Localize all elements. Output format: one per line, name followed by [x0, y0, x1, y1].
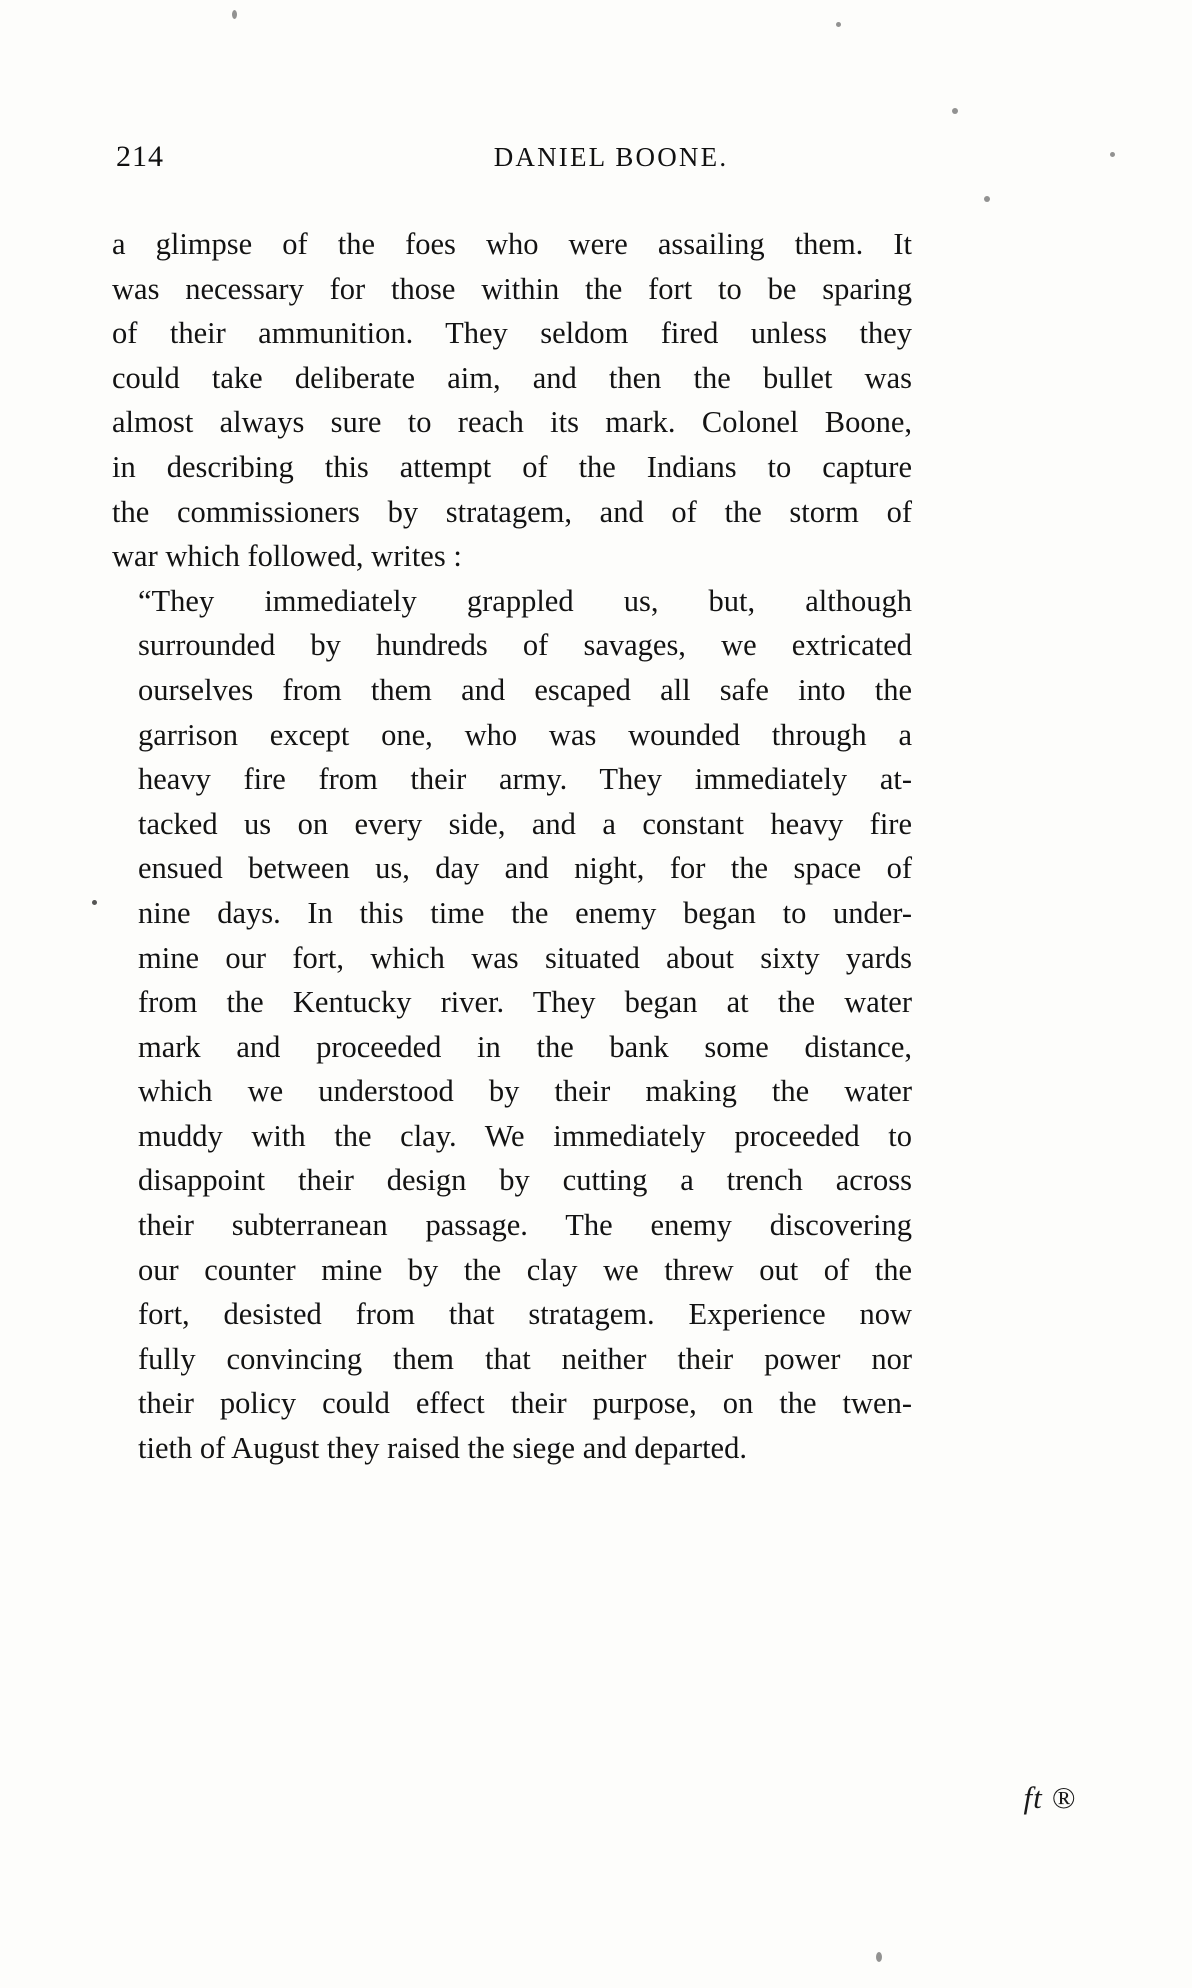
text-line: heavy fire from their army. They immediately at- — [138, 762, 912, 797]
text-line: could take deliberate aim, and then the bullet was — [112, 360, 912, 395]
scan-speck — [876, 1952, 882, 1962]
scan-speck — [984, 196, 990, 202]
text-line: our counter mine by the clay we threw out of the — [138, 1252, 912, 1287]
scan-speck — [232, 10, 237, 19]
text-line: fort, desisted from that stratagem. Experience now — [138, 1297, 912, 1332]
text-line: tieth of August they raised the siege and departed. — [138, 1431, 747, 1466]
text-line: ourselves from them and escaped all safe into the — [138, 672, 912, 707]
text-line: garrison except one, who was wounded through a — [138, 717, 912, 752]
text-line: a glimpse of the foes who were assailing them. It — [112, 227, 912, 261]
page-header — [0, 140, 1192, 180]
text-line: their subterranean passage. The enemy discovering — [138, 1208, 912, 1243]
text-line: in describing this attempt of the Indians to capture — [112, 449, 912, 484]
text-line: war which followed, writes : — [112, 539, 462, 574]
text-line: their policy could effect their purpose, on the twen- — [138, 1386, 912, 1421]
text-line: mine our fort, which was situated about sixty yards — [138, 940, 912, 975]
text-line: fully convincing them that neither their power nor — [138, 1341, 912, 1376]
page-number: 214 — [116, 140, 164, 173]
text-line: muddy with the clay. We immediately proceeded to — [138, 1118, 912, 1153]
text-line: surrounded by hundreds of savages, we extricated — [138, 628, 912, 663]
text-line: the commissioners by stratagem, and of the storm of — [112, 494, 912, 529]
text-line: ensued between us, day and night, for the space of — [138, 851, 912, 886]
paragraph — [112, 579, 912, 1471]
text-line: disappoint their design by cutting a trench across — [138, 1163, 912, 1198]
scan-speck — [836, 22, 841, 27]
text-line: from the Kentucky river. They began at the water — [138, 985, 912, 1020]
page-body — [112, 222, 912, 1471]
scan-speck — [92, 900, 97, 905]
text-line: was necessary for those within the fort to be sparing — [112, 271, 912, 306]
scan-speck — [952, 108, 958, 114]
running-title: DANIEL BOONE. — [493, 142, 729, 172]
text-line: “They immediately grappled us, but, although — [138, 583, 912, 618]
text-line: nine days. In this time the enemy began to under- — [138, 895, 912, 930]
text-line: almost always sure to reach its mark. Colonel Boone, — [112, 405, 912, 440]
signature-mark: ft ® — [1023, 1780, 1076, 1815]
text-line: tacked us on every side, and a constant heavy fire — [138, 806, 912, 841]
paragraph — [112, 222, 912, 579]
text-line: mark and proceeded in the bank some distance, — [138, 1029, 912, 1064]
text-line: of their ammunition. They seldom fired unless they — [112, 316, 912, 351]
text-line: which we understood by their making the water — [138, 1074, 912, 1109]
